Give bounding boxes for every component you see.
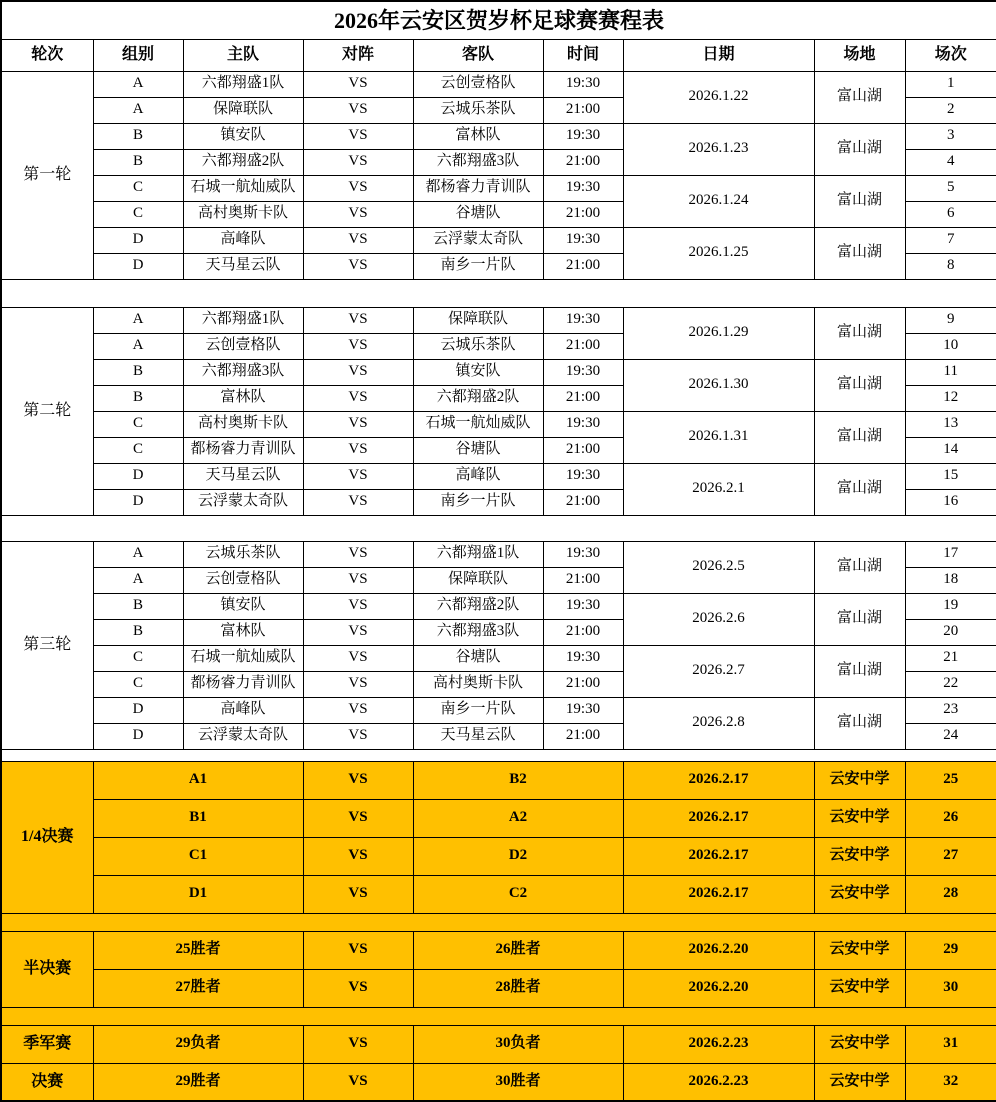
time-cell: 19:30 [543,227,623,253]
round-label: 决赛 [1,1063,93,1101]
away-team-cell: 谷塘队 [413,437,543,463]
vs-cell: VS [303,671,413,697]
match-no-cell: 1 [905,71,996,97]
time-cell: 19:30 [543,359,623,385]
home-team-cell: 六都翔盛1队 [183,307,303,333]
vs-cell: VS [303,201,413,227]
date-cell: 2026.2.17 [623,875,814,913]
match-no-cell: 21 [905,645,996,671]
match-no-cell: 19 [905,593,996,619]
away-team-cell: 南乡一片队 [413,253,543,279]
round-label: 第三轮 [1,541,93,749]
time-cell: 21:00 [543,253,623,279]
vs-cell: VS [303,149,413,175]
away-team-cell: 30胜者 [413,1063,623,1101]
group-cell: A [93,567,183,593]
venue-cell: 云安中学 [814,799,905,837]
match-no-cell: 25 [905,761,996,799]
vs-cell: VS [303,593,413,619]
column-header-home: 主队 [183,39,303,71]
vs-cell: VS [303,799,413,837]
away-team-cell: 云创壹格队 [413,71,543,97]
away-team-cell: 镇安队 [413,359,543,385]
away-team-cell: 六都翔盛2队 [413,385,543,411]
vs-cell: VS [303,307,413,333]
date-cell: 2026.2.17 [623,799,814,837]
time-cell: 19:30 [543,307,623,333]
date-cell: 2026.1.22 [623,71,814,123]
away-team-cell: C2 [413,875,623,913]
away-team-cell: A2 [413,799,623,837]
match-no-cell: 10 [905,333,996,359]
away-team-cell: 南乡一片队 [413,697,543,723]
home-team-cell: 云城乐茶队 [183,541,303,567]
match-no-cell: 3 [905,123,996,149]
section-gap-cell [1,749,996,761]
date-cell: 2026.2.20 [623,931,814,969]
section-gap [1,515,996,541]
away-team-cell: 天马星云队 [413,723,543,749]
venue-cell: 富山湖 [814,411,905,463]
round-label: 季军赛 [1,1025,93,1063]
time-cell: 19:30 [543,123,623,149]
match-no-cell: 13 [905,411,996,437]
match-no-cell: 22 [905,671,996,697]
venue-cell: 富山湖 [814,307,905,359]
venue-cell: 云安中学 [814,931,905,969]
home-team-cell: 六都翔盛1队 [183,71,303,97]
away-team-cell: 南乡一片队 [413,489,543,515]
vs-cell: VS [303,619,413,645]
vs-cell: VS [303,837,413,875]
home-team-cell: 都杨睿力青训队 [183,671,303,697]
venue-cell: 云安中学 [814,761,905,799]
date-cell: 2026.2.1 [623,463,814,515]
section-gap [1,279,996,307]
home-team-cell: 石城一航灿威队 [183,645,303,671]
round-label: 第二轮 [1,307,93,515]
match-no-cell: 11 [905,359,996,385]
away-team-cell: 石城一航灿威队 [413,411,543,437]
vs-cell: VS [303,463,413,489]
vs-cell: VS [303,411,413,437]
home-team-cell: 云创壹格队 [183,567,303,593]
match-no-cell: 5 [905,175,996,201]
time-cell: 21:00 [543,201,623,227]
match-row [1,697,996,723]
match-no-cell: 8 [905,253,996,279]
home-team-cell: 富林队 [183,385,303,411]
home-team-cell: 29胜者 [93,1063,303,1101]
home-team-cell: 天马星云队 [183,463,303,489]
group-cell: C [93,645,183,671]
vs-cell: VS [303,541,413,567]
home-team-cell: 天马星云队 [183,253,303,279]
away-team-cell: 六都翔盛3队 [413,619,543,645]
home-team-cell: 镇安队 [183,123,303,149]
group-cell: A [93,307,183,333]
group-cell: B [93,385,183,411]
match-no-cell: 26 [905,799,996,837]
away-team-cell: 六都翔盛2队 [413,593,543,619]
group-cell: D [93,253,183,279]
match-row [1,541,996,567]
vs-cell: VS [303,645,413,671]
section-gap-cell [1,279,996,307]
time-cell: 21:00 [543,149,623,175]
date-cell: 2026.1.30 [623,359,814,411]
away-team-cell: 富林队 [413,123,543,149]
time-cell: 21:00 [543,385,623,411]
knockout-match-row [1,875,996,913]
group-cell: D [93,227,183,253]
date-cell: 2026.2.8 [623,697,814,749]
venue-cell: 富山湖 [814,175,905,227]
column-header-venue: 场地 [814,39,905,71]
away-team-cell: 28胜者 [413,969,623,1007]
time-cell: 21:00 [543,671,623,697]
away-team-cell: 谷塘队 [413,645,543,671]
match-no-cell: 24 [905,723,996,749]
match-no-cell: 6 [905,201,996,227]
vs-cell: VS [303,567,413,593]
vs-cell: VS [303,71,413,97]
group-cell: D [93,463,183,489]
away-team-cell: 26胜者 [413,931,623,969]
date-cell: 2026.2.17 [623,837,814,875]
vs-cell: VS [303,1025,413,1063]
group-cell: A [93,541,183,567]
section-separator [1,1007,996,1025]
away-team-cell: 谷塘队 [413,201,543,227]
vs-cell: VS [303,969,413,1007]
vs-cell: VS [303,253,413,279]
time-cell: 21:00 [543,97,623,123]
time-cell: 21:00 [543,489,623,515]
match-no-cell: 17 [905,541,996,567]
knockout-match-row [1,799,996,837]
group-cell: B [93,593,183,619]
round-label: 第一轮 [1,71,93,279]
vs-cell: VS [303,1063,413,1101]
match-row [1,359,996,385]
knockout-match-row [1,837,996,875]
date-cell: 2026.2.5 [623,541,814,593]
venue-cell: 富山湖 [814,697,905,749]
vs-cell: VS [303,723,413,749]
home-team-cell: 富林队 [183,619,303,645]
date-cell: 2026.1.29 [623,307,814,359]
vs-cell: VS [303,227,413,253]
match-row [1,307,996,333]
away-team-cell: 高峰队 [413,463,543,489]
round-label: 半决赛 [1,931,93,1007]
venue-cell: 富山湖 [814,227,905,279]
section-separator-cell [1,1007,996,1025]
match-row [1,71,996,97]
match-no-cell: 15 [905,463,996,489]
match-no-cell: 29 [905,931,996,969]
match-no-cell: 4 [905,149,996,175]
home-team-cell: 云创壹格队 [183,333,303,359]
match-row [1,645,996,671]
match-no-cell: 2 [905,97,996,123]
time-cell: 19:30 [543,541,623,567]
group-cell: D [93,697,183,723]
vs-cell: VS [303,333,413,359]
home-team-cell: 保障联队 [183,97,303,123]
group-cell: D [93,723,183,749]
group-cell: A [93,97,183,123]
match-no-cell: 23 [905,697,996,723]
match-no-cell: 12 [905,385,996,411]
date-cell: 2026.1.23 [623,123,814,175]
group-cell: A [93,71,183,97]
away-team-cell: 都杨睿力青训队 [413,175,543,201]
home-team-cell: 六都翔盛2队 [183,149,303,175]
match-no-cell: 7 [905,227,996,253]
match-row [1,123,996,149]
time-cell: 19:30 [543,697,623,723]
home-team-cell: 石城一航灿威队 [183,175,303,201]
venue-cell: 云安中学 [814,1063,905,1101]
away-team-cell: 高村奥斯卡队 [413,671,543,697]
venue-cell: 富山湖 [814,645,905,697]
home-team-cell: 云浮蒙太奇队 [183,723,303,749]
home-team-cell: 高峰队 [183,697,303,723]
away-team-cell: 保障联队 [413,307,543,333]
time-cell: 21:00 [543,567,623,593]
match-no-cell: 28 [905,875,996,913]
column-header-vs: 对阵 [303,39,413,71]
group-cell: C [93,411,183,437]
venue-cell: 富山湖 [814,463,905,515]
vs-cell: VS [303,97,413,123]
home-team-cell: 高村奥斯卡队 [183,201,303,227]
match-no-cell: 31 [905,1025,996,1063]
knockout-match-row [1,1025,996,1063]
away-team-cell: B2 [413,761,623,799]
venue-cell: 富山湖 [814,71,905,123]
vs-cell: VS [303,123,413,149]
match-no-cell: 32 [905,1063,996,1101]
page-title: 2026年云安区贺岁杯足球赛赛程表 [1,1,996,39]
title-row [1,1,996,39]
column-header-group: 组别 [93,39,183,71]
date-cell: 2026.2.20 [623,969,814,1007]
away-team-cell: 六都翔盛3队 [413,149,543,175]
group-cell: C [93,671,183,697]
home-team-cell: A1 [93,761,303,799]
section-gap [1,749,996,761]
time-cell: 19:30 [543,463,623,489]
time-cell: 19:30 [543,645,623,671]
group-cell: C [93,175,183,201]
column-header-round: 轮次 [1,39,93,71]
column-header-matchno: 场次 [905,39,996,71]
group-cell: C [93,437,183,463]
header-row [1,39,996,71]
column-header-date: 日期 [623,39,814,71]
venue-cell: 云安中学 [814,837,905,875]
venue-cell: 云安中学 [814,969,905,1007]
venue-cell: 富山湖 [814,359,905,411]
knockout-match-row [1,761,996,799]
time-cell: 21:00 [543,723,623,749]
home-team-cell: 29负者 [93,1025,303,1063]
match-row [1,227,996,253]
date-cell: 2026.2.7 [623,645,814,697]
away-team-cell: 云城乐茶队 [413,97,543,123]
time-cell: 19:30 [543,71,623,97]
group-cell: C [93,201,183,227]
match-row [1,175,996,201]
vs-cell: VS [303,359,413,385]
venue-cell: 云安中学 [814,875,905,913]
away-team-cell: 云浮蒙太奇队 [413,227,543,253]
match-no-cell: 14 [905,437,996,463]
column-header-away: 客队 [413,39,543,71]
home-team-cell: 高村奥斯卡队 [183,411,303,437]
match-no-cell: 30 [905,969,996,1007]
vs-cell: VS [303,175,413,201]
away-team-cell: D2 [413,837,623,875]
match-no-cell: 18 [905,567,996,593]
home-team-cell: 27胜者 [93,969,303,1007]
home-team-cell: 25胜者 [93,931,303,969]
home-team-cell: 云浮蒙太奇队 [183,489,303,515]
venue-cell: 富山湖 [814,123,905,175]
section-gap-cell [1,515,996,541]
date-cell: 2026.2.23 [623,1063,814,1101]
vs-cell: VS [303,385,413,411]
vs-cell: VS [303,437,413,463]
home-team-cell: D1 [93,875,303,913]
time-cell: 21:00 [543,619,623,645]
group-cell: B [93,149,183,175]
knockout-match-row [1,1063,996,1101]
match-no-cell: 9 [905,307,996,333]
vs-cell: VS [303,697,413,723]
away-team-cell: 六都翔盛1队 [413,541,543,567]
home-team-cell: B1 [93,799,303,837]
match-row [1,463,996,489]
time-cell: 19:30 [543,175,623,201]
away-team-cell: 30负者 [413,1025,623,1063]
home-team-cell: 高峰队 [183,227,303,253]
vs-cell: VS [303,489,413,515]
section-separator-cell [1,913,996,931]
date-cell: 2026.2.6 [623,593,814,645]
group-cell: B [93,123,183,149]
home-team-cell: C1 [93,837,303,875]
time-cell: 19:30 [543,593,623,619]
vs-cell: VS [303,931,413,969]
vs-cell: VS [303,761,413,799]
date-cell: 2026.1.24 [623,175,814,227]
match-row [1,593,996,619]
knockout-match-row [1,969,996,1007]
away-team-cell: 云城乐茶队 [413,333,543,359]
match-no-cell: 27 [905,837,996,875]
home-team-cell: 都杨睿力青训队 [183,437,303,463]
time-cell: 21:00 [543,333,623,359]
away-team-cell: 保障联队 [413,567,543,593]
venue-cell: 富山湖 [814,541,905,593]
group-cell: D [93,489,183,515]
group-cell: B [93,619,183,645]
venue-cell: 富山湖 [814,593,905,645]
round-label: 1/4决赛 [1,761,93,913]
column-header-time: 时间 [543,39,623,71]
section-separator [1,913,996,931]
date-cell: 2026.2.23 [623,1025,814,1063]
group-cell: A [93,333,183,359]
venue-cell: 云安中学 [814,1025,905,1063]
date-cell: 2026.1.31 [623,411,814,463]
match-row [1,411,996,437]
time-cell: 19:30 [543,411,623,437]
knockout-match-row [1,931,996,969]
date-cell: 2026.2.17 [623,761,814,799]
home-team-cell: 镇安队 [183,593,303,619]
vs-cell: VS [303,875,413,913]
home-team-cell: 六都翔盛3队 [183,359,303,385]
group-cell: B [93,359,183,385]
match-no-cell: 20 [905,619,996,645]
match-no-cell: 16 [905,489,996,515]
date-cell: 2026.1.25 [623,227,814,279]
time-cell: 21:00 [543,437,623,463]
